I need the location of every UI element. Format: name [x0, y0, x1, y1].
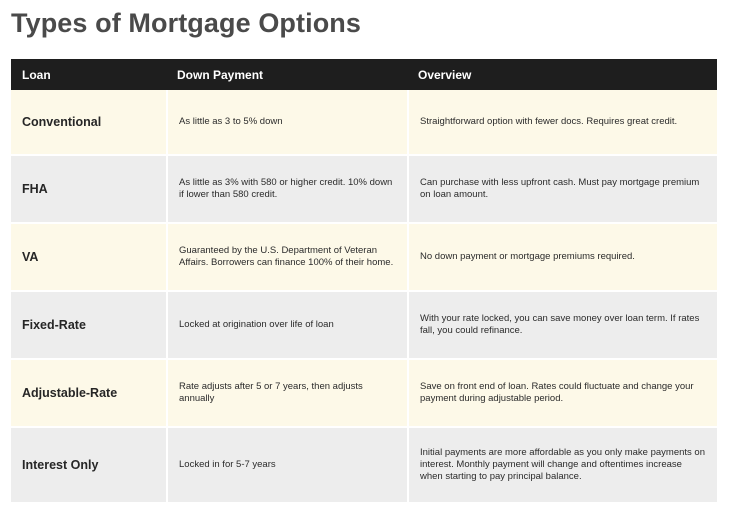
overview-cell: Save on front end of loan. Rates could fluctuate and change your payment during adjustable period. — [407, 360, 717, 426]
loan-name-cell: FHA — [11, 156, 166, 222]
down-payment-cell: Rate adjusts after 5 or 7 years, then adjusts annually — [166, 360, 407, 426]
page-title: Types of Mortgage Options — [11, 8, 362, 38]
overview-cell: Can purchase with less upfront cash. Must pay mortgage premium on loan amount. — [407, 156, 717, 222]
overview-cell: Initial payments are more affordable as you only make payments on interest. Monthly payment will change and oftentimes increase when starting to pay principal balance. — [407, 428, 717, 502]
table-header-row — [11, 59, 717, 90]
column-header-down-payment: Down Payment — [177, 67, 264, 82]
loan-name-cell: VA — [11, 224, 166, 290]
table-row — [11, 426, 717, 502]
overview-cell: With your rate locked, you can save money over loan term. If rates fall, you could refinance. — [407, 292, 717, 358]
overview-cell: Straightforward option with fewer docs. Requires great credit. — [407, 90, 717, 154]
table-row — [11, 154, 717, 222]
column-header-overview: Overview — [418, 67, 472, 82]
table-body — [11, 90, 717, 502]
table-row — [11, 222, 717, 290]
down-payment-cell: As little as 3% with 580 or higher credit. 10% down if lower than 580 credit. — [166, 156, 407, 222]
down-payment-cell: Guaranteed by the U.S. Department of Veteran Affairs. Borrowers can finance 100% of their home. — [166, 224, 407, 290]
loan-name-cell: Conventional — [11, 90, 166, 154]
table-row — [11, 90, 717, 154]
down-payment-cell: As little as 3 to 5% down — [166, 90, 407, 154]
table-row — [11, 290, 717, 358]
loan-name-cell: Fixed-Rate — [11, 292, 166, 358]
column-header-loan: Loan — [22, 67, 51, 82]
loan-name-cell: Interest Only — [11, 428, 166, 502]
down-payment-cell: Locked in for 5-7 years — [166, 428, 407, 502]
mortgage-options-table — [11, 59, 717, 502]
loan-name-cell: Adjustable-Rate — [11, 360, 166, 426]
overview-cell: No down payment or mortgage premiums required. — [407, 224, 717, 290]
table-row — [11, 358, 717, 426]
down-payment-cell: Locked at origination over life of loan — [166, 292, 407, 358]
